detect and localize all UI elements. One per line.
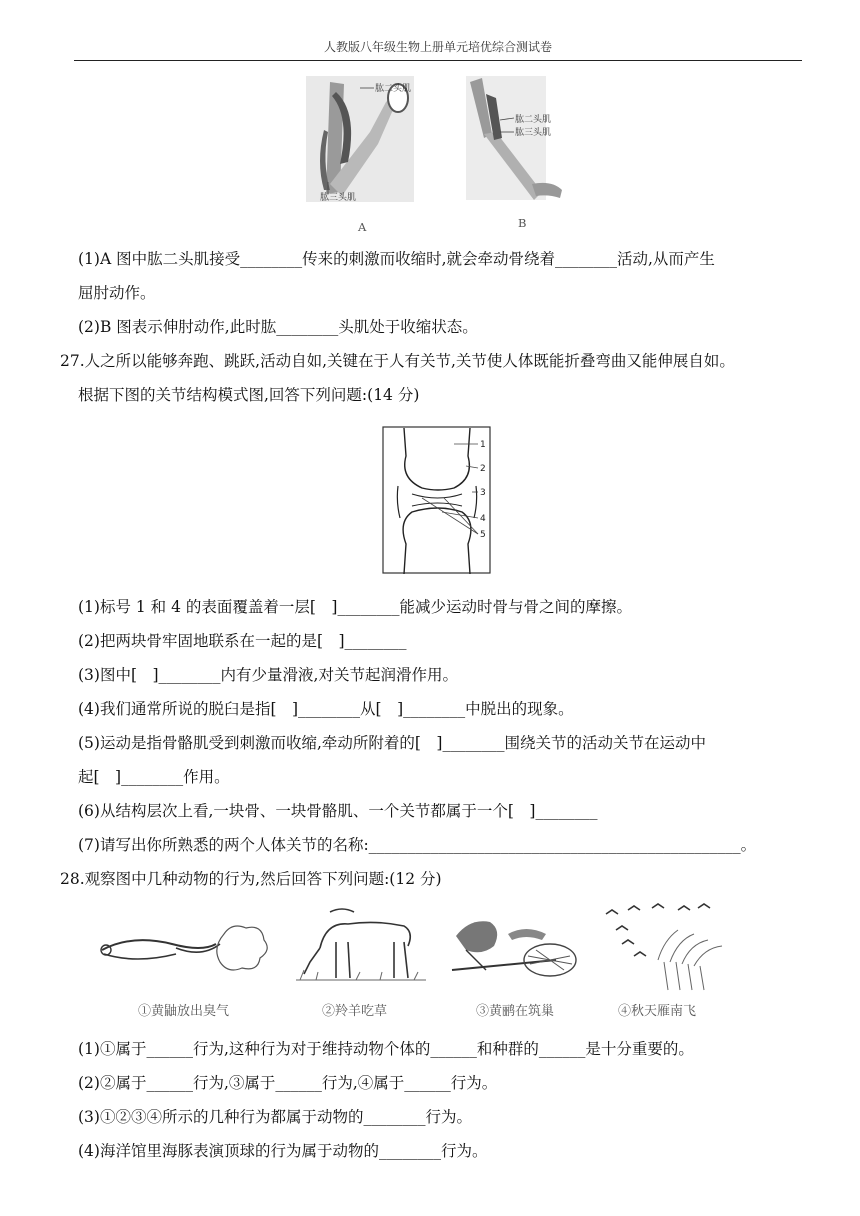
arm-b-caption: B: [518, 216, 527, 230]
caption-antelope: ②羚羊吃草: [322, 1004, 388, 1019]
q28-item-1: (1)①属于______行为,这种行为对于维持动物个体的______和种群的______是十分重要的。: [78, 1040, 694, 1058]
arm-a-caption: A: [358, 220, 367, 234]
joint-diagram: [382, 426, 492, 576]
joint-label-2: 2: [480, 464, 486, 474]
oriole-drawing: [446, 900, 586, 990]
arm-a-label-bottom: 肱三头肌: [320, 193, 357, 203]
geese-drawing: [598, 900, 738, 992]
arm-b-label-bottom: 肱三头肌: [515, 128, 552, 138]
q28-item-2: (2)②属于______行为,③属于______行为,④属于______行为。: [78, 1074, 498, 1092]
q28-item-3: (3)①②③④所示的几种行为都属于动物的________行为。: [78, 1108, 472, 1126]
caption-oriole: ③黄鹂在筑巢: [476, 1004, 555, 1019]
q27-item-5: (5)运动是指骨骼肌受到刺激而收缩,牵动所附着的[ ]________围绕关节的活动关节在运动中: [78, 734, 706, 752]
arm-b-label-top: 肱二头肌: [515, 115, 552, 125]
q27-item-3: (3)图中[ ]________内有少量滑液,对关节起润滑作用。: [78, 666, 458, 684]
page-header: 人教版八年级生物上册单元培优综合测试卷: [323, 40, 552, 54]
joint-label-3: 3: [480, 488, 486, 498]
weasel-drawing: [92, 914, 272, 994]
q26-line3: (2)B 图表示伸肘动作,此时肱________头肌处于收缩状态。: [78, 318, 478, 336]
caption-geese: ④秋天雁南飞: [618, 1004, 697, 1019]
q27-line2: 根据下图的关节结构模式图,回答下列问题:(14 分): [78, 386, 420, 404]
q28-line1: 28.观察图中几种动物的行为,然后回答下列问题:(12 分): [60, 870, 442, 888]
joint-label-5: 5: [480, 530, 486, 540]
q27-item-6: (6)从结构层次上看,一块骨、一块骨骼肌、一个关节都属于一个[ ]________: [78, 802, 598, 820]
arm-figure-a: [300, 72, 420, 232]
joint-label-4: 4: [480, 514, 486, 524]
joint-label-1: 1: [480, 440, 486, 450]
q27-item-5-cont: 起[ ]________作用。: [78, 768, 230, 786]
q27-item-2: (2)把两块骨牢固地联系在一起的是[ ]________: [78, 632, 407, 650]
caption-weasel: ①黄鼬放出臭气: [138, 1004, 230, 1019]
q27-item-4: (4)我们通常所说的脱臼是指[ ]________从[ ]________中脱出的现象。: [78, 700, 574, 718]
q27-line1: 27.人之所以能够奔跑、跳跃,活动自如,关键在于人有关节,关节使人体既能折叠弯曲又能伸展自如。: [60, 352, 735, 370]
antelope-drawing: [296, 902, 426, 990]
arm-figure-b: [462, 74, 582, 224]
q26-line1: (1)A 图中肱二头肌接受________传来的刺激而收缩时,就会牵动骨绕着________活动,从而产生: [78, 250, 715, 268]
q27-item-7: (7)请写出你所熟悉的两个人体关节的名称:________________________________________________。: [78, 836, 757, 854]
arm-a-label-top: 肱二头肌: [375, 84, 412, 94]
q26-line2: 屈肘动作。: [78, 284, 156, 302]
q27-item-1: (1)标号 1 和 4 的表面覆盖着一层[ ]________能减少运动时骨与骨之间的摩擦。: [78, 598, 632, 616]
header-rule: [74, 60, 802, 61]
q28-item-4: (4)海洋馆里海豚表演顶球的行为属于动物的________行为。: [78, 1142, 488, 1160]
